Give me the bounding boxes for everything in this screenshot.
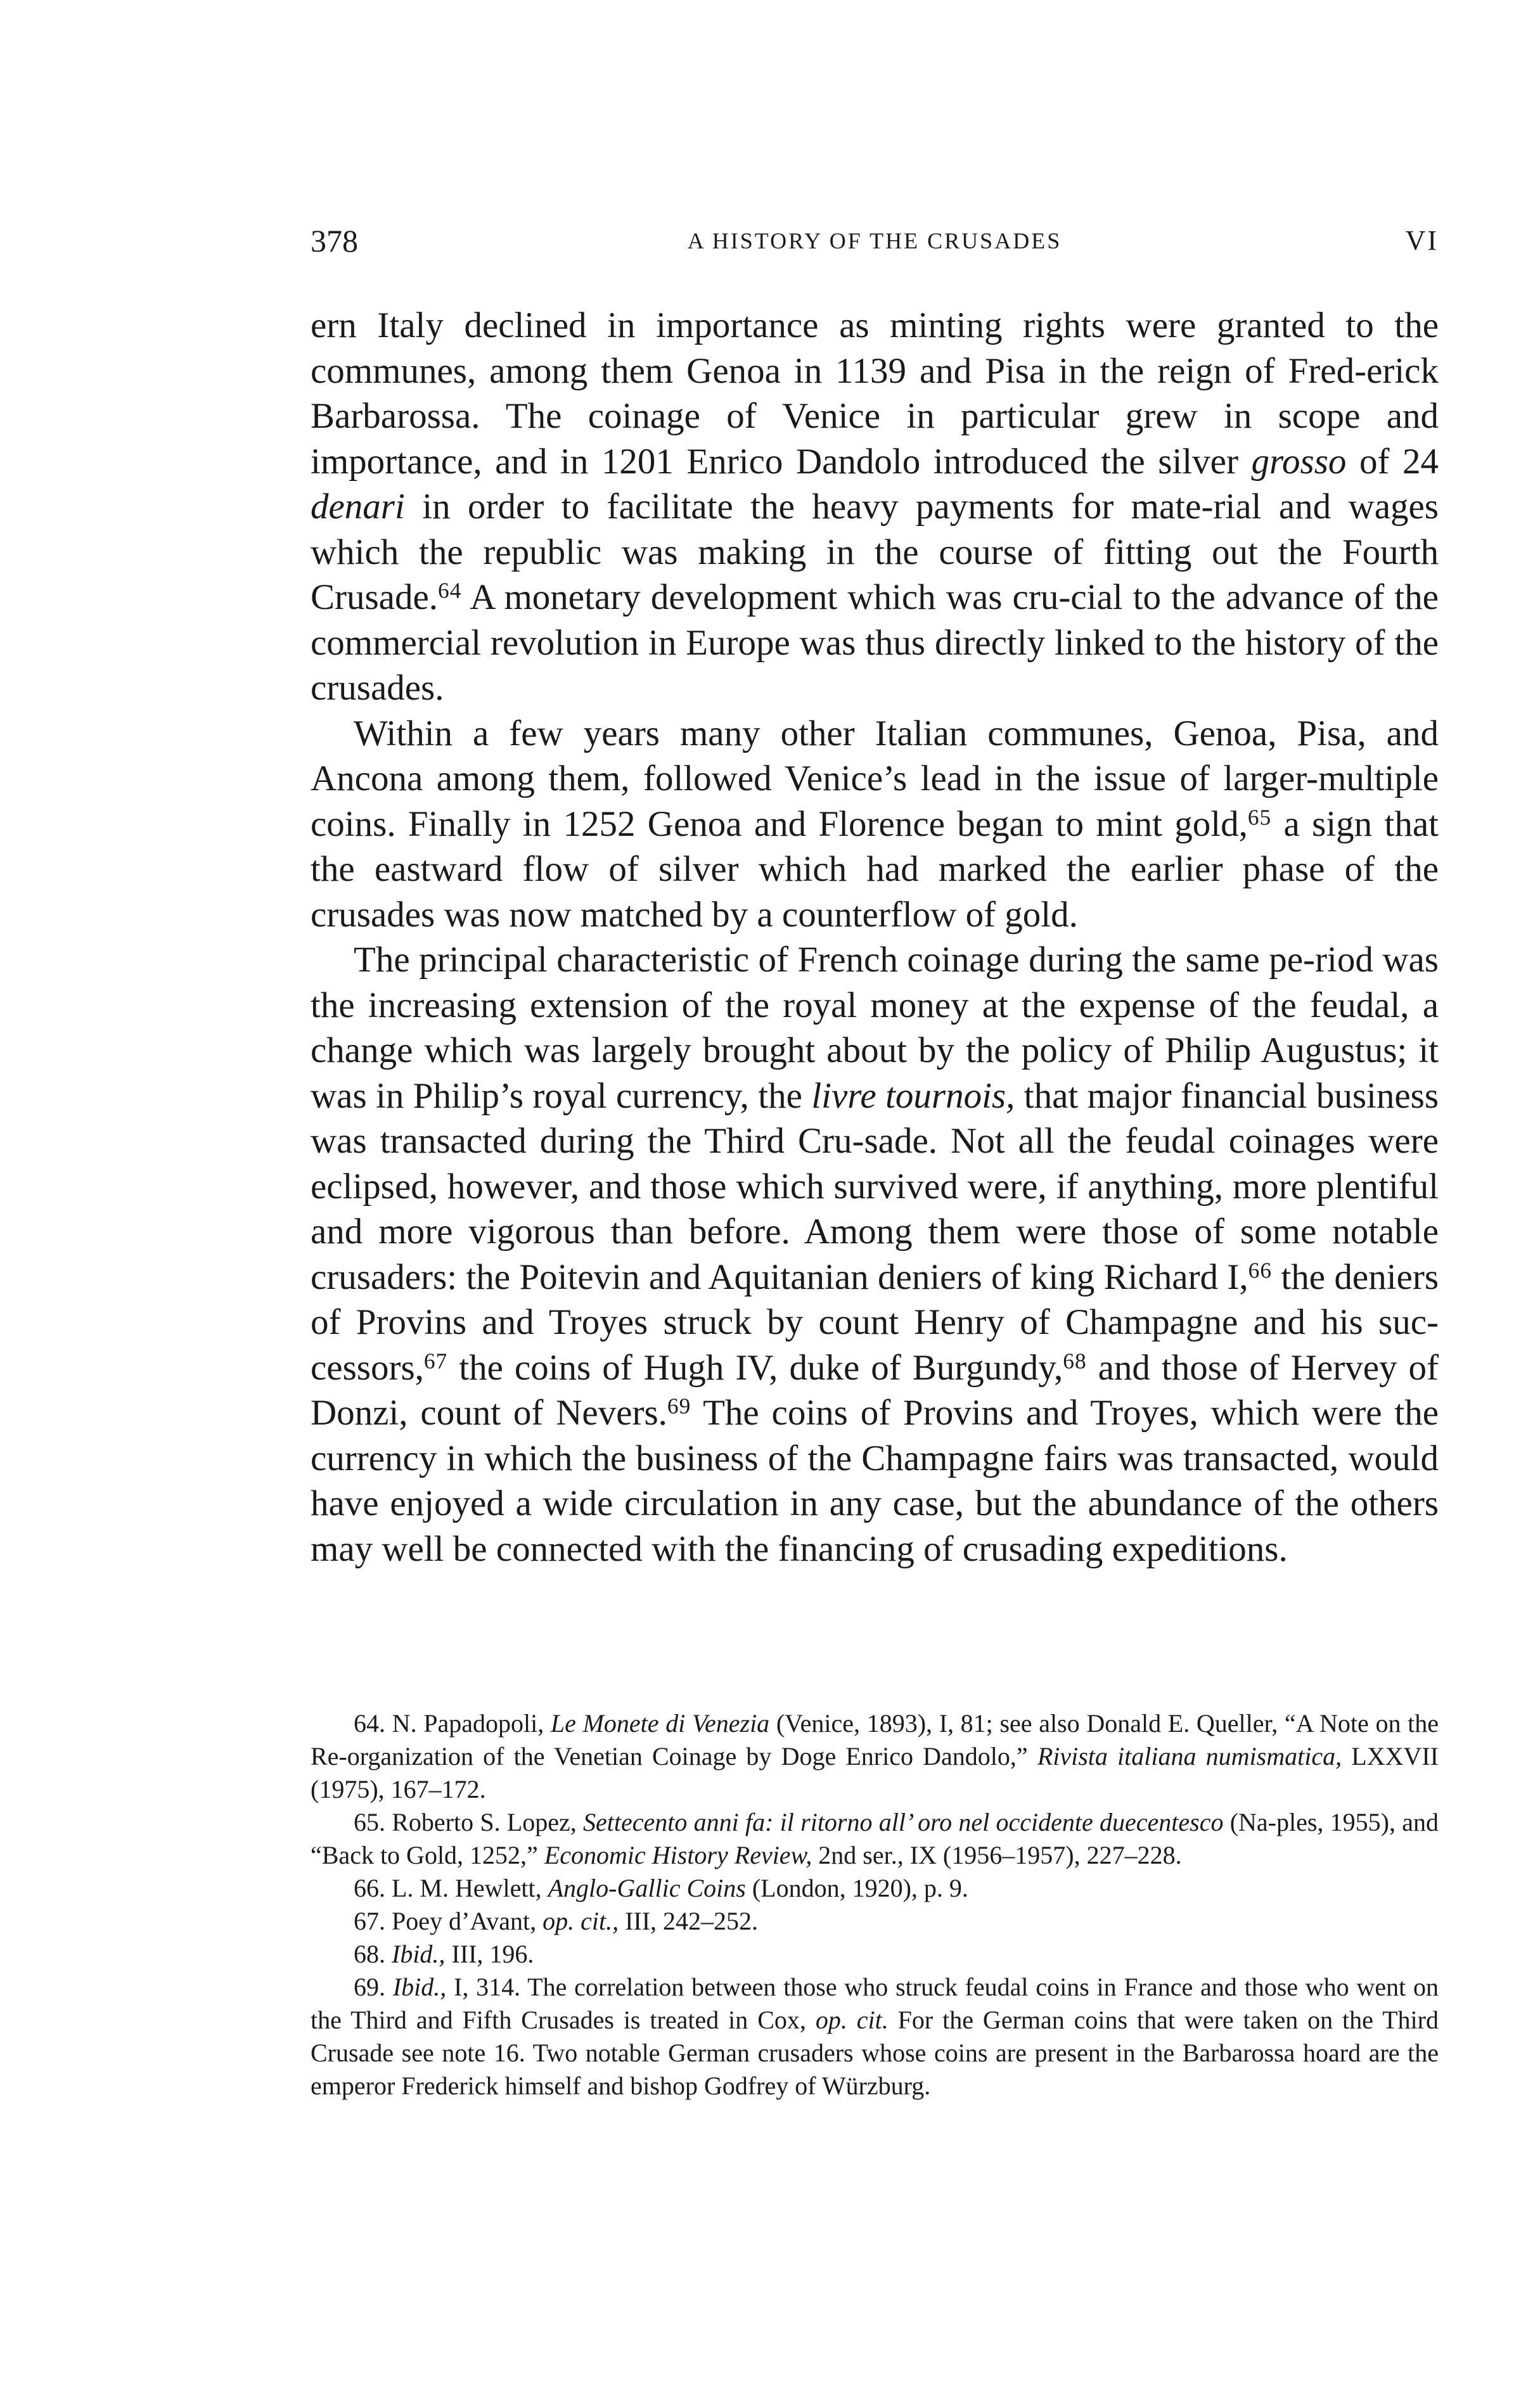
running-head (311, 219, 1439, 263)
page-number: 378 (311, 223, 358, 259)
footnote-ref-69: 69 (667, 1393, 691, 1419)
text-run: Within a few years many other Italian communes, Genoa, Pisa, and Ancona among them, followed Venice’s lead in the issue of larger-multiple coins. Finally in 1252 Genoa and Florence began to mint gold, (311, 713, 1439, 844)
footnote-ref-65: 65 (1247, 804, 1272, 829)
text-run: in order to facilitate the heavy payments for mate-rial and wages which the republic was making in the course of fitting out the Fourth Crusade. (311, 487, 1439, 617)
footnote-italic: Economic History Review, (544, 1841, 812, 1869)
footnote-ref-67: 67 (423, 1348, 448, 1373)
text-run: of 24 (1346, 441, 1439, 482)
footnote-italic: Ibid., (392, 1940, 446, 1968)
text-run: a sign that the eastward flow of silver which had marked the earlier phase of the crusades was now matched by a counterflow of gold. (311, 804, 1439, 935)
footnote-ref-64: 64 (438, 578, 462, 603)
footnote-66 (311, 1872, 1439, 1905)
footnote-text: III, 196. (445, 1940, 534, 1968)
footnote-italic: Le Monete di Venezia (550, 1709, 770, 1738)
text-run: The principal characteristic of French coinage during the same pe-riod was the increasing extension of the royal money at the expense of the feudal, a change which was largely brought about by the policy of Philip Augustus; it was in Philip’s royal currency, the (311, 940, 1439, 1116)
footnote-italic: Settecento anni fa: il ritorno all’ oro nel occidente duecentesco (583, 1808, 1224, 1836)
paragraph-1 (311, 303, 1439, 711)
footnote-ref-68: 68 (1063, 1348, 1087, 1373)
footnote-text: 65. Roberto S. Lopez, (354, 1808, 584, 1836)
footnote-text: For the German coins that were taken on the Third Crusade see note 16. Two notable German crusaders whose coins are present in the Barbarossa hoard are the emperor Frederick himself and bishop Godfrey of Würzburg. (311, 2006, 1439, 2100)
section-numeral: VI (1405, 225, 1439, 256)
footnote-text: (London, 1920), p. 9. (745, 1874, 968, 1902)
footnote-italic: op. cit., (542, 1907, 619, 1935)
text-run: A monetary development which was cru-cial to the advance of the commercial revolution in Europe was thus directly linked to the history of the crusades. (311, 577, 1439, 708)
text-run: that major financial business was transacted during the Third Cru-sade. Not all the feudal coinages were eclipsed, however, and those which survived were, if anything, more plentiful and more vigorous than before. Among them were those of some notable crusaders: the Poitevin and Aquitanian deniers of king Richard I, (311, 1075, 1439, 1297)
text-run: and those of Hervey of Donzi, count of Nevers. (311, 1347, 1439, 1433)
footnote-ref-66: 66 (1248, 1257, 1272, 1283)
body-text (311, 303, 1439, 1572)
footnote-69 (311, 1971, 1439, 2103)
footnote-text: 2nd ser., IX (1956–1957), 227–228. (812, 1841, 1182, 1869)
paragraph-2 (311, 711, 1439, 938)
footnote-text: III, 242–252. (619, 1907, 759, 1935)
footnote-64 (311, 1707, 1439, 1806)
footnote-text: (Na-ples, 1955), and “Back to Gold, 1252,” (311, 1808, 1439, 1869)
footnote-italic: Anglo-Gallic Coins (548, 1874, 746, 1902)
italic-term-grosso: grosso (1251, 441, 1347, 482)
italic-term-livre-tournois: livre tournois, (811, 1075, 1015, 1116)
text-run: ern Italy declined in importance as minting rights were granted to the communes, among them Genoa in 1139 and Pisa in the reign of Fred-erick Barbarossa. The coinage of Venice in particular grew in scope and importance, and in 1201 Enrico Dandolo introduced the silver (311, 305, 1439, 482)
paragraph-3 (311, 937, 1439, 1572)
italic-term-denari: denari (311, 487, 405, 527)
text-run: The coins of Provins and Troyes, which were the currency in which the business of the Champagne fairs was transacted, would have enjoyed a wide circulation in any case, but the abundance of the others may well be connected with the financing of crusading expeditions. (311, 1393, 1439, 1569)
footnote-text: 68. (354, 1940, 392, 1968)
footnote-text: I, 314. The correlation between those who struck feudal coins in France and those who went on the Third and Fifth Crusades is treated in Cox, (311, 1973, 1439, 2034)
footnote-text: 69. (354, 1973, 393, 2001)
footnote-65 (311, 1806, 1439, 1872)
footnote-text: 64. N. Papadopoli, (354, 1709, 551, 1738)
footnote-italic: Ibid., (392, 1973, 447, 2001)
footnote-67 (311, 1905, 1439, 1938)
text-run: the coins of Hugh IV, duke of Burgundy, (447, 1347, 1063, 1388)
text-run: the deniers of Provins and Troyes struck by count Henry of Champagne and his suc-cessors, (311, 1257, 1439, 1388)
footnote-italic: Rivista italiana numismatica, (1037, 1742, 1342, 1771)
footnote-text: (Venice, 1893), I, 81; see also Donald E. Queller, “A Note on the Re-organization of the Venetian Coinage by Doge Enrico Dandolo,” (311, 1709, 1439, 1771)
footnote-italic: op. cit. (815, 2006, 889, 2034)
footnote-68 (311, 1938, 1439, 1971)
footnote-text: 66. L. M. Hewlett, (354, 1874, 548, 1902)
running-title: A HISTORY OF THE CRUSADES (687, 228, 1062, 253)
footnote-text: LXXVII (1975), 167–172. (311, 1742, 1439, 1803)
footnote-text: 67. Poey d’Avant, (354, 1907, 543, 1935)
footnotes (311, 1707, 1439, 2103)
